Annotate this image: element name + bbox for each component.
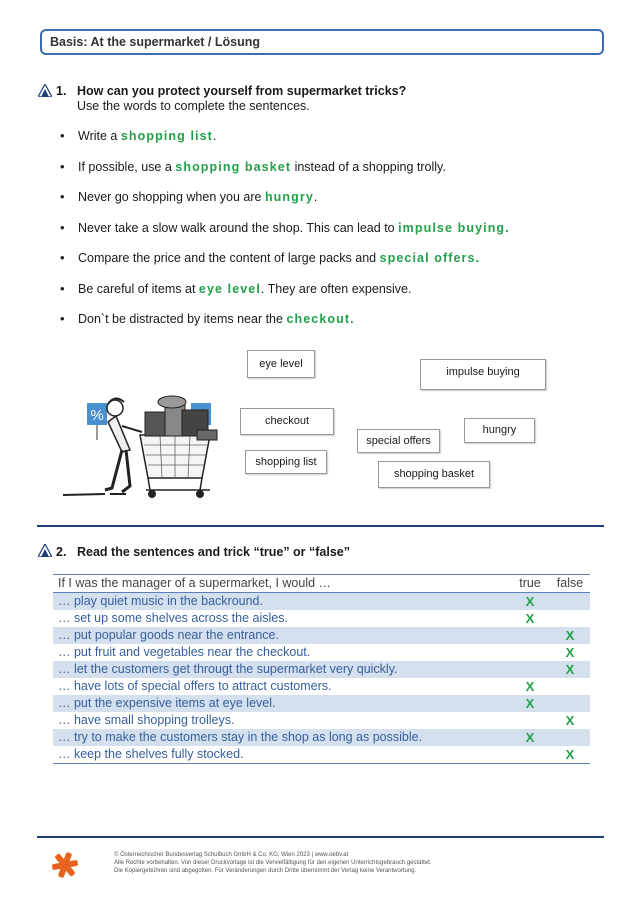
- list-item: [58, 249, 510, 280]
- list-item: [58, 310, 510, 341]
- word-box-hungry: hungry: [464, 418, 535, 443]
- sentence-start: If possible, use a: [78, 159, 176, 174]
- list-item: [58, 219, 510, 250]
- footer-divider: [37, 836, 604, 838]
- task1-question: How can you protect yourself from supermarket tricks?: [77, 84, 407, 98]
- false-mark: [550, 729, 590, 746]
- task2-number: 2.: [56, 545, 67, 559]
- word-box-special-offers: special offers: [357, 429, 440, 453]
- row-text: … set up some shelves across the aisles.: [58, 611, 288, 625]
- page-title: Basis: At the supermarket / Lösung: [50, 35, 260, 49]
- word-box-shopping-list: shopping list: [245, 450, 327, 474]
- sentence-start: Compare the price and the content of large packs and: [78, 251, 380, 265]
- answer-word: shopping list: [120, 129, 213, 143]
- true-mark: [510, 661, 550, 678]
- word-box-shopping-basket: shopping basket: [378, 461, 490, 488]
- false-mark: [550, 678, 590, 695]
- sentence-start: Be careful of items at: [78, 281, 199, 296]
- header-true: true: [510, 575, 550, 593]
- row-text: … play quiet music in the backround.: [53, 593, 510, 611]
- table-row: [53, 746, 590, 764]
- task1-number: 1.: [56, 84, 67, 98]
- table-row: [53, 644, 590, 661]
- true-mark: [510, 627, 550, 644]
- false-mark: X: [550, 661, 590, 678]
- footer-copyright: [114, 851, 432, 875]
- section-divider: [37, 525, 604, 527]
- sentence-start: Don`t be distracted by items near the: [78, 312, 287, 326]
- table-row: [53, 593, 590, 611]
- sentence-end: instead of a shopping trolly.: [291, 159, 446, 174]
- list-item: [58, 188, 510, 219]
- row-text: … try to make the customers stay in the shop as long as possible.: [53, 729, 510, 746]
- false-mark: X: [550, 746, 590, 764]
- footer-line: Alle Rechte vorbehalten. Von dieser Druckvorlage ist die Vervielfältigung für den eigenen Unterrichtsgebrauch gestattet.: [114, 860, 432, 866]
- task2-question: Read the sentences and trick “true” or “false”: [77, 545, 351, 559]
- sentence-start: Never take a slow walk around the shop. This can lead to: [78, 220, 399, 235]
- false-mark: [550, 593, 590, 611]
- answer-word: eye level: [198, 281, 261, 296]
- word-box-checkout: checkout: [240, 408, 334, 435]
- shopper-trolley-illustration: [60, 390, 225, 505]
- footer-line: © Österreichischer Bundesverlag Schulbuch GmbH & Co. KG, Wien 2023 | www.oebv.at: [114, 852, 349, 858]
- sentence-start: Never go shopping when you are: [78, 190, 265, 204]
- row-text: … put popular goods near the entrance.: [53, 627, 510, 644]
- answer-word: checkout.: [286, 312, 355, 326]
- true-mark: [510, 644, 550, 661]
- true-mark: X: [510, 695, 550, 712]
- header-statement: If I was the manager of a supermarket, I would …: [53, 575, 510, 593]
- row-text: … have lots of special offers to attract customers.: [58, 679, 332, 693]
- publisher-logo-icon: [52, 852, 78, 878]
- task1-instruction: Use the words to complete the sentences.: [77, 99, 310, 113]
- true-false-table: [53, 574, 590, 764]
- row-text: … keep the shelves fully stocked.: [53, 746, 510, 764]
- false-mark: [550, 610, 590, 627]
- header-box: [40, 29, 604, 55]
- false-mark: [550, 695, 590, 712]
- answer-word: special offers.: [379, 251, 481, 265]
- false-mark: X: [565, 645, 575, 660]
- sentence-end: .: [212, 129, 217, 143]
- footer-line: Die Kopiergebühren sind abgegolten. Für Veränderungen durch Dritte übernimmt der Verlag keine Verantwortung.: [114, 868, 417, 874]
- table-row: [53, 661, 590, 678]
- false-mark: X: [565, 713, 575, 728]
- true-mark: [510, 746, 550, 764]
- row-text: … have small shopping trolleys.: [58, 713, 235, 727]
- true-mark: X: [510, 729, 550, 746]
- row-text: … put the expensive items at eye level.: [53, 695, 510, 712]
- list-item: [58, 280, 510, 311]
- header-false: false: [550, 575, 590, 593]
- true-mark: X: [525, 679, 535, 694]
- answer-list: [58, 127, 510, 341]
- word-box-eye-level: eye level: [247, 350, 315, 378]
- word-box-impulse-buying: impulse buying: [420, 359, 546, 390]
- list-item: [58, 127, 510, 158]
- answer-word: hungry: [264, 190, 314, 204]
- table-row: [53, 729, 590, 746]
- answer-word: impulse buying.: [398, 220, 510, 235]
- table-header-row: [53, 575, 590, 593]
- true-mark: X: [525, 611, 535, 626]
- sentence-end: . They are often expensive.: [260, 281, 412, 296]
- table-row: [53, 610, 590, 627]
- true-mark: X: [510, 593, 550, 611]
- answer-word: shopping basket: [175, 159, 292, 174]
- table-row: [53, 712, 590, 729]
- false-mark: X: [550, 627, 590, 644]
- row-text: … put fruit and vegetables near the checkout.: [58, 645, 311, 659]
- task-level-icon: [38, 84, 52, 97]
- sign-left-text: %: [90, 407, 104, 424]
- sentence-start: Write a: [78, 129, 121, 143]
- table-row: [53, 695, 590, 712]
- task-level-icon: [38, 544, 52, 557]
- true-mark: [510, 712, 550, 729]
- table-row: [53, 627, 590, 644]
- sentence-end: .: [313, 190, 318, 204]
- list-item: [58, 158, 510, 189]
- table-row: [53, 678, 590, 695]
- row-text: … let the customers get througt the supermarket very quickly.: [53, 661, 510, 678]
